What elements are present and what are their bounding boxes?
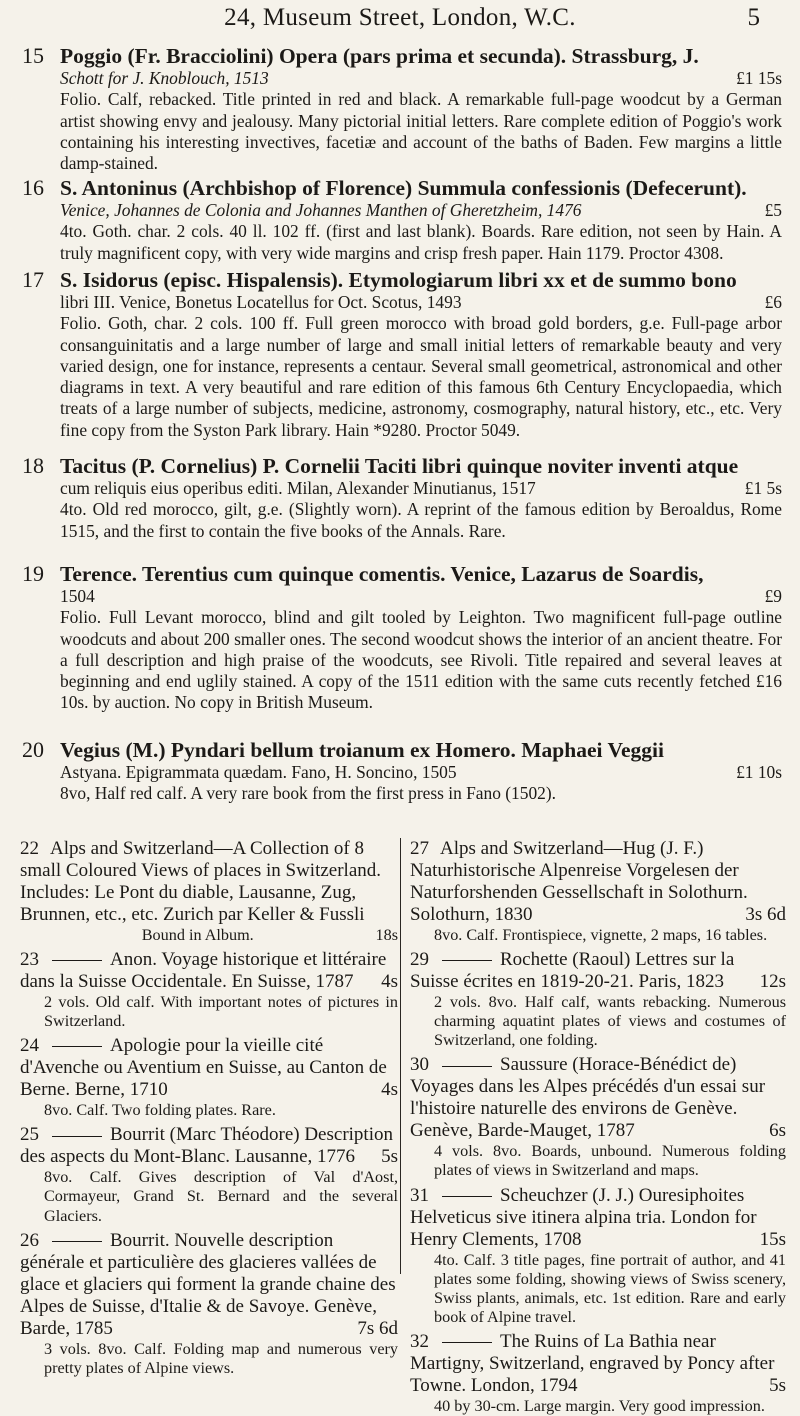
entry-note: Bound in Album. [141,926,254,944]
ditto-dash [52,960,102,961]
entry-text: Anon. Voyage historique et littéraire dans la Suisse Occidentale. En Suisse, 1787 [20,949,387,993]
entry-imprint: 1504 [60,586,95,606]
entry-number: 23 [20,949,39,971]
entry-number: 25 [20,1124,39,1146]
entry-number: 29 [410,949,429,971]
bookseller-address: 24, Museum Street, London, W.C. [224,4,576,31]
catalogue-entry-24 [20,1035,398,1120]
catalogue-entry-25 [20,1124,398,1225]
entry-price: 3s 6d [745,904,786,925]
entry-price: 4s [381,1079,398,1101]
entry-price: 18s [375,926,398,944]
entry-number: 16 [22,175,44,200]
entry-number: 32 [410,1330,429,1352]
entry-price: 4s [381,971,398,993]
catalogue-entry-19 [22,562,782,714]
entry-number: 27 [410,838,429,859]
entry-price: 7s 6d [357,1317,398,1339]
entry-text: Scheuchzer (J. J.) Ouresiphoites Helveticus sive itinera alpina tria. London for Henry Clements, 1708 [410,1184,757,1250]
catalogue-entry-27 [410,838,786,945]
entry-note: 4 vols. 8vo. Boards, unbound. Numerous folding plates of views in Switzerland and maps. [434,1142,786,1180]
entry-price: 6s [769,1120,786,1142]
entry-description: 4to. Old red morocco, gilt, g.e. (Slightly worn). A reprint of the famous edition by Beroaldus, Rome 1515, and the first to contain the five books of the Annals. Rare. [60,499,782,541]
catalogue-entry-23 [20,949,398,1031]
entry-number: 15 [22,43,44,68]
entry-price: £1 5s [744,478,782,498]
entry-text: Alps and Switzerland—A Collection of 8 small Coloured Views of places in Switzerland. Includes: Le Pont du diable, Lausanne, Zug, Brunnen, etc., etc. Zurich par Keller & Fussli [20,838,382,925]
entry-note: 8vo. Calf. Two folding plates. Rare. [44,1101,276,1120]
entry-text: Alps and Switzerland—Hug (J. F.) Naturhistorische Alpenreise Vorgelesen der Naturforshenden Gessellschaft in Solothurn. Solothurn, 1830 [410,838,748,925]
entry-price: 12s [759,971,786,993]
entry-text: Rochette (Raoul) Lettres sur la Suisse écrites en 1819-20-21. Paris, 1823 [410,949,735,993]
ditto-dash [52,1046,102,1047]
ditto-dash [442,1342,492,1343]
entry-text: Saussure (Horace-Bénédict de) Voyages dans les Alpes précédés d'un essai sur l'histoire naturelle des environs de Genève. Genève, Barde-Mauget, 1787 [410,1054,766,1142]
entry-note: 3 vols. 8vo. Calf. Folding map and numerous very pretty plates of Alpine views. [44,1339,398,1377]
entry-heading: Terence. Terentius cum quinque comentis. Venice, Lazarus de Soardis, [60,562,704,586]
entry-note: 8vo. Calf. Frontispiece, vignette, 2 maps, 16 tables. [434,926,768,944]
ditto-dash [442,1066,492,1067]
entry-description: Folio. Goth, char. 2 cols. 100 ff. Full green morocco with broad gold borders, g.e. Full-page arbor consanguinitatis and a large number of large and small initial letters of remarkable beauty and very varied design, one for instance, represents a centaur. Several small geometrical, astronomical and other diagrams in text. A very beautiful and rare edition of this famous 6th Century Encyclopaedia, which treats of a large number of subjects, medicine, astronomy, cosmography, natural history, etc., etc. Very fine copy from the Syston Park library. Hain *9280. Proctor 5049. [60,313,782,440]
catalogue-entry-18 [22,454,782,542]
entry-price: £9 [764,586,782,606]
entry-heading: Poggio (Fr. Bracciolini) Opera (pars prima et secunda). Strassburg, J. [60,44,699,68]
entry-imprint: libri III. Venice, Bonetus Locatellus for Oct. Scotus, 1493 [60,292,462,312]
entry-text: Bourrit. Nouvelle description générale et particulière des glacieres vallées de glace et glaciers qui forment la grande chaine des Alpes de Suisse, d'Italie & de Savoye. Genève, Barde, 1785 [20,1229,396,1339]
ditto-dash [442,960,492,961]
catalogue-entry-31 [410,1185,786,1327]
entry-price: 5s [381,1146,398,1168]
catalogue-entry-26 [20,1230,398,1378]
catalogue-entry-20 [22,738,782,805]
entry-imprint: Astyana. Epigrammata quædam. Fano, H. Soncino, 1505 [60,762,457,782]
catalogue-entry-22 [20,838,398,945]
catalogue-entry-15 [22,44,782,174]
left-column [20,838,398,1378]
entry-price: £6 [764,292,782,312]
catalogue-entry-17 [22,268,782,441]
catalogue-entry-16 [22,176,782,264]
entry-heading: S. Antoninus (Archbishop of Florence) Summula confessionis (Defecerunt). [60,176,747,200]
entry-description: Folio. Calf, rebacked. Title printed in red and black. A remarkable full-page woodcut by a German artist showing envy and jealousy. Many pictorial initial letters. Rare complete edition of Poggio's work containing his interesting invectives, facetiæ and account of the baths of Baden. Few margins a little damp-stained. [60,89,782,174]
column-divider [400,838,401,1274]
entry-price: £5 [764,200,782,220]
entry-note: 2 vols. Old calf. With important notes of pictures in Switzerland. [44,993,398,1031]
ditto-dash [52,1241,102,1242]
page-header [0,4,800,38]
entry-text: Apologie pour la vieille cité d'Avenche ou Aventium en Suisse, au Canton de Berne. Berne, 1710 [20,1035,387,1101]
entry-number: 31 [410,1184,429,1206]
right-column [410,838,786,1416]
entry-description: Folio. Full Levant morocco, blind and gilt tooled by Leighton. Two magnificent full-page outline woodcuts and about 200 smaller ones. The second woodcut shows the interior of an ancient theatre. For a full description and high praise of the woodcuts, see Rivoli. Title repaired and several leaves at beginning and end uglily stained. A copy of the 1511 edition with the same cuts recently fetched £16 10s. by auction. No copy in British Museum. [60,607,782,713]
entry-number: 18 [22,453,44,478]
catalogue-entry-30 [410,1054,786,1180]
entry-number: 26 [20,1229,39,1251]
entry-note: 40 by 30-cm. Large margin. Very good impression. [434,1396,765,1415]
entry-number: 30 [410,1054,429,1076]
entry-imprint: cum reliquis eius operibus editi. Milan, Alexander Minutianus, 1517 [60,478,536,498]
entry-heading: S. Isidorus (episc. Hispalensis). Etymologiarum libri xx et de summo bono [60,268,737,292]
entry-text: The Ruins of La Bathia near Martigny, Switzerland, engraved by Poncy after Towne. London, 1794 [410,1330,775,1396]
entry-imprint: Schott for J. Knoblouch, 1513 [60,68,269,88]
entry-imprint: Venice, Johannes de Colonia and Johannes Manthen of Gheretzheim, 1476 [60,200,582,220]
entry-number: 19 [22,561,44,586]
entry-description: 8vo, Half red calf. A very rare book from the first press in Fano (1502). [60,783,556,804]
entry-number: 22 [20,838,39,859]
entry-price: 15s [759,1228,786,1250]
entry-price: £1 15s [736,68,782,88]
entry-note: 8vo. Calf. Gives description of Val d'Aost, Cormayeur, Grand St. Bernard and the several Glaciers. [44,1168,398,1225]
entry-text: Bourrit (Marc Théodore) Description des aspects du Mont-Blanc. Lausanne, 1776 [20,1124,393,1168]
page-number: 5 [747,4,760,31]
entry-price: 5s [769,1374,786,1396]
entry-description: 4to. Goth. char. 2 cols. 40 ll. 102 ff. (first and last blank). Boards. Rare edition, not seen by Hain. A truly magnificent copy, with very wide margins and crisp fresh paper. Hain 1179. Proctor 4308. [60,221,782,263]
entry-heading: Tacitus (P. Cornelius) P. Cornelii Taciti libri quinque noviter inventi atque [60,454,739,478]
catalogue-entry-29 [410,949,786,1050]
entry-note: 2 vols. 8vo. Half calf, wants rebacking. Numerous charming aquatint plates of views and costumes of Switzerland, one folding. [434,993,786,1050]
entry-number: 17 [22,267,44,292]
entry-heading: Vegius (M.) Pyndari bellum troianum ex Homero. Maphaei Veggii [60,738,664,762]
entry-price: £1 10s [736,762,782,782]
ditto-dash [442,1196,492,1197]
ditto-dash [52,1136,102,1137]
entry-number: 24 [20,1035,39,1057]
entry-note: 4to. Calf. 3 title pages, fine portrait of author, and 41 plates some folding, showing views of Swiss scenery, Swiss plants, animals, etc. 1st edition. Rare and early book of Alpine travel. [434,1250,786,1326]
catalogue-entry-32 [410,1331,786,1416]
entry-number: 20 [22,737,44,762]
